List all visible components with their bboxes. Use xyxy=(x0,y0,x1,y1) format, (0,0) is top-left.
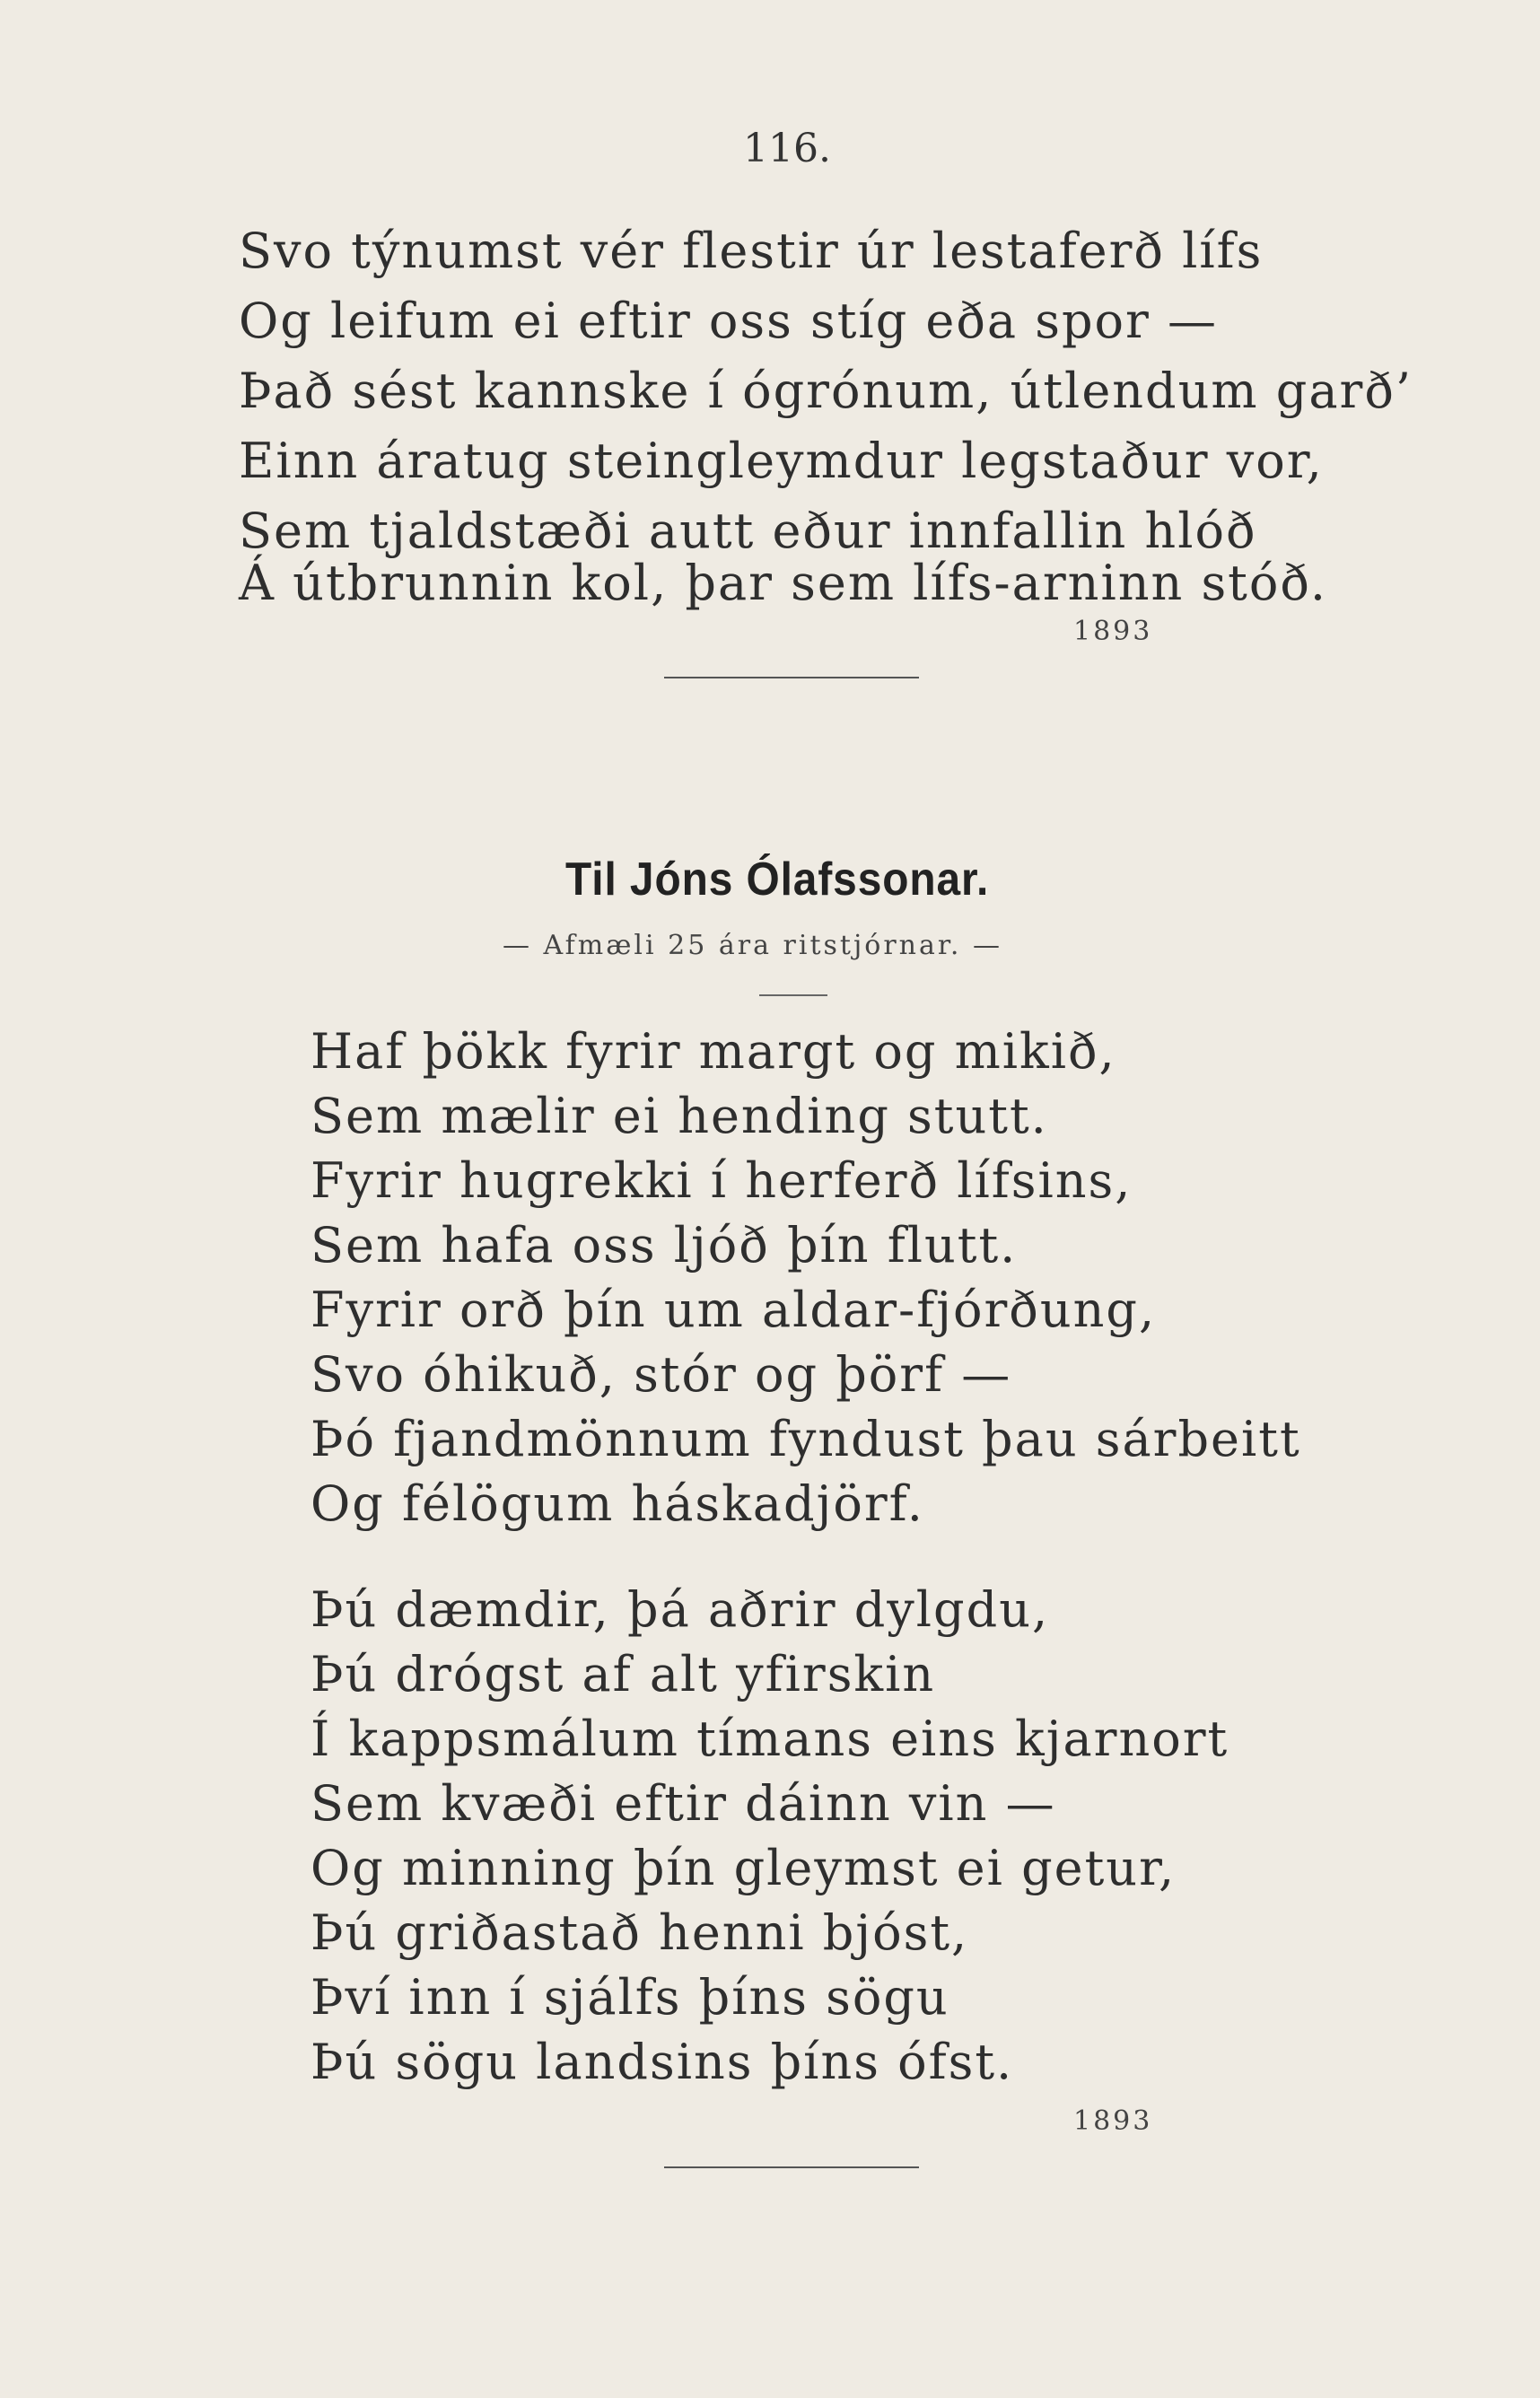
stanza1-line: Og félögum háskadjörf. xyxy=(311,1475,924,1532)
stanza2-line: Sem kvæði eftir dáinn vin — xyxy=(311,1775,1056,1832)
poem2-subtitle: — Afmæli 25 ára ritstjórnar. — xyxy=(503,930,1002,961)
stanza2-line: Þú griðastað henni bjóst, xyxy=(311,1904,969,1961)
poem2-year: 1893 xyxy=(1073,2105,1153,2137)
poem1-line: Sem tjaldstæði autt eður innfallin hlóð xyxy=(239,503,1257,559)
stanza2-line: Því inn í sjálfs þíns sögu xyxy=(311,1969,949,2026)
poem1-line: Það sést kannske í ógrónum, útlendum garð’ xyxy=(239,363,1413,419)
stanza2-line: Þú dæmdir, þá aðrir dylgdu, xyxy=(311,1581,1050,1638)
poem1-line: Og leifum ei eftir oss stíg eða spor — xyxy=(239,293,1219,349)
stanza1-line: Svo óhikuð, stór og þörf — xyxy=(311,1346,1012,1403)
poem1-line: Einn áratug steingleymdur legstaður vor, xyxy=(239,433,1324,489)
title-underline xyxy=(759,994,827,996)
section-divider xyxy=(664,677,919,678)
stanza1-line: Fyrir hugrekki í herferð lífsins, xyxy=(311,1152,1133,1209)
stanza1-line: Fyrir orð þín um aldar-fjórðung, xyxy=(311,1282,1157,1338)
stanza2-line: Þú drógst af alt yfirskin xyxy=(311,1646,936,1702)
stanza1-line: Sem hafa oss ljóð þín flutt. xyxy=(311,1217,1018,1273)
stanza2-line: Og minning þín gleymst ei getur, xyxy=(311,1840,1177,1896)
page-number: 116. xyxy=(743,126,831,171)
poem1-line: Svo týnumst vér flestir úr lestaferð lífs xyxy=(239,223,1264,279)
stanza2-line: Þú sögu landsins þíns ófst. xyxy=(311,2034,1014,2090)
stanza2-line: Í kappsmálum tímans eins kjarnort xyxy=(311,1711,1229,1767)
poem2-title: Til Jóns Ólafssonar. xyxy=(565,853,990,906)
stanza1-line: Sem mælir ei hending stutt. xyxy=(311,1088,1048,1144)
stanza1-line: Haf þökk fyrir margt og mikið, xyxy=(311,1023,1116,1080)
poem1-year: 1893 xyxy=(1073,616,1153,647)
stanza1-line: Þó fjandmönnum fyndust þau sárbeitt xyxy=(311,1411,1301,1467)
section-divider xyxy=(664,2166,919,2168)
poem1-line: Á útbrunnin kol, þar sem lífs-arninn stóð. xyxy=(239,555,1328,611)
